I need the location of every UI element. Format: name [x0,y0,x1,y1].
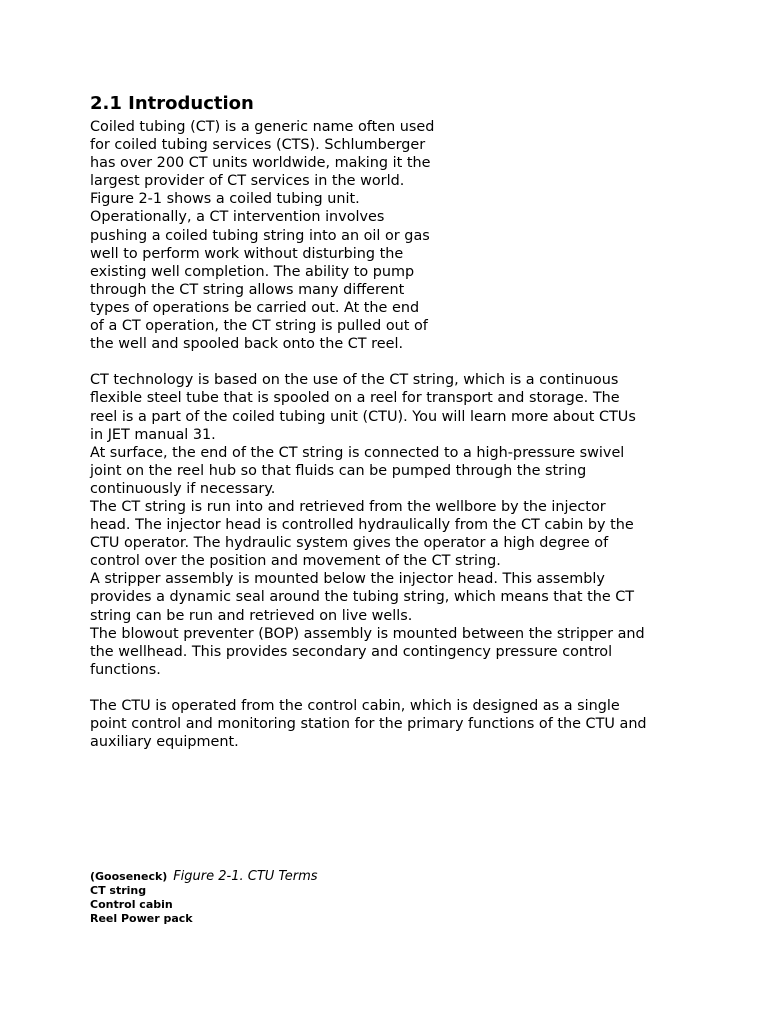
intro-paragraph: Coiled tubing (CT) is a generic name often used for coiled tubing services (CTS). Schlumberger has over 200 CT units worldwide, making it the largest provider of CT services in the world. Figure 2-1 shows a coiled tubing unit. Operationally, a CT intervention involves pushing a coiled tubing string into an oil or gas well to perform work without disturbing the existing well completion. The ability to pump through the CT string allows many different types of operations be carried out. At the end of a CT operation, the CT string is pulled out of the well and spooled back onto the CT reel. [90,119,435,353]
document-body [90,92,690,751]
control-cabin-paragraph: The CTU is operated from the control cabin, which is designed as a single point control and monitoring station for the primary functions of the CTU and auxiliary equipment. [90,698,647,751]
figure-labels [90,870,490,926]
ct-technology-paragraph: CT technology is based on the use of the CT string, which is a continuous flexible steel tube that is spooled on a reel for transport and storage. The reel is a part of the coiled tubing unit (CTU). You will learn more about CTUs in JET manual 31. [90,372,636,443]
figure-label-row [90,870,490,884]
control-cabin-label: Control cabin [90,898,173,911]
gooseneck-label: (Gooseneck) [90,870,168,883]
paragraph-spacer [90,353,690,371]
injector-head-paragraph: The CT string is run into and retrieved from the wellbore by the injector head. The injector head is controlled hydraulically from the CT cabin by the CTU operator. The hydraulic system gives the operator a high degree of control over the position and movement of the CT string. [90,498,634,570]
section-heading: 2.1 Introduction [90,93,254,114]
reel-power-pack-label: Reel Power pack [90,912,193,925]
figure-caption: Figure 2-1. CTU Terms [173,869,318,884]
surface-paragraph: At surface, the end of the CT string is connected to a high-pressure swivel joint on the reel hub so that fluids can be pumped through the string continuously if necessary. [90,444,625,497]
paragraph-spacer [90,679,690,697]
stripper-paragraph: A stripper assembly is mounted below the injector head. This assembly provides a dynamic seal around the tubing string, which means that the CT string can be run and retrieved on live wells. [90,571,635,624]
bop-paragraph: The blowout preventer (BOP) assembly is mounted between the stripper and the wellhead. This provides secondary and contingency pressure control functions. [90,625,645,678]
ct-string-label: CT string [90,884,147,897]
